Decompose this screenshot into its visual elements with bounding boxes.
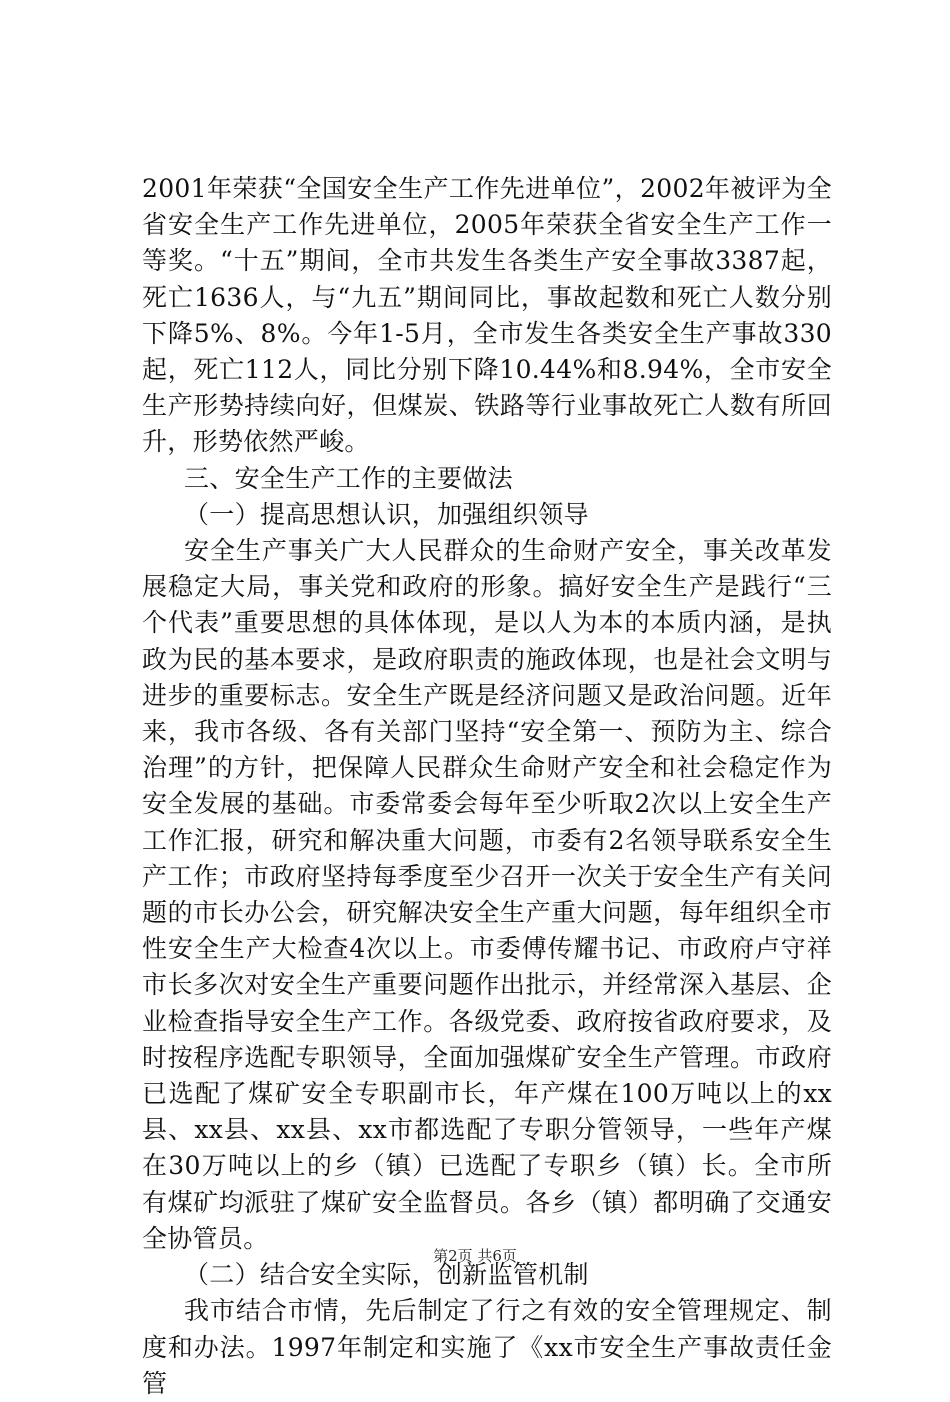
subsection-heading-2: （二）结合安全实际，创新监管机制: [184, 1260, 589, 1290]
paragraph-leadership: 安全生产事关广大人民群众的生命财产安全，事关改革发展稳定大局，事关党和政府的形象。搞好安全生产是践行“三个代表”重要思想的具体体现，是以人为本的本质内涵，是执政为民的基本要求，是政府职责的施政体现，也是社会文明与进步的重要标志。安全生产既是经济问题又是政治问题。近年来，我市各级、各有关部门坚持“安全第一、预防为主、综合治理”的方针，把保障人民群众生命财产安全和社会稳定作为安全发展的基础。市委常委会每年至少听取2次以上安全生产工作汇报，研究和解决重大问题，市委有2名领导联系安全生产工作；市政府坚持每季度至少召开一次关于安全生产有关问题的市长办公会，研究解决安全生产重大问题，每年组织全市性安全生产大检查4次以上。市委傅传耀书记、市政府卢守祥市长多次对安全生产重要问题作出批示，并经常深入基层、企业检查指导安全生产工作。各级党委、政府按省政府要求，及时按程序选配专职领导，全面加强煤矿安全生产管理。市政府已选配了煤矿安全专职副市长，年产煤在100万吨以上的xx县、xx县、xx县、xx市都选配了专职分管领导，一些年产煤在30万吨以上的乡（镇）已选配了专职乡（镇）长。全市所有煤矿均派驻了煤矿安全监督员。各乡（镇）都明确了交通安全协管员。: [142, 536, 832, 1253]
page-footer: 第2页 共6页: [433, 1247, 517, 1265]
paragraph-achievements-statistics: 2001年荣获“全国安全生产工作先进单位”，2002年被评为全省安全生产工作先进单位，2005年荣获全省安全生产工作一等奖。“十五”期间，全市共发生各类生产安全事故3387起，死亡1636人，与“九五”期间同比，事故起数和死亡人数分别下降5%、8%。今年1-5月，全市发生各类安全生产事故330起，死亡112人，同比分别下降10.44%和8.94%，全市安全生产形势持续向好，但煤炭、铁路等行业事故死亡人数有所回升，形势依然严峻。: [142, 174, 832, 457]
subsection-heading-1: （一）提高思想认识，加强组织领导: [184, 499, 589, 529]
section-heading-main-practices: 三、安全生产工作的主要做法: [184, 463, 513, 493]
document-body: [142, 171, 832, 1402]
paragraph-regulations: 我市结合市情，先后制定了行之有效的安全管理规定、制度和办法。1997年制定和实施了《xx市安全生产事故责任金管: [142, 1296, 832, 1398]
